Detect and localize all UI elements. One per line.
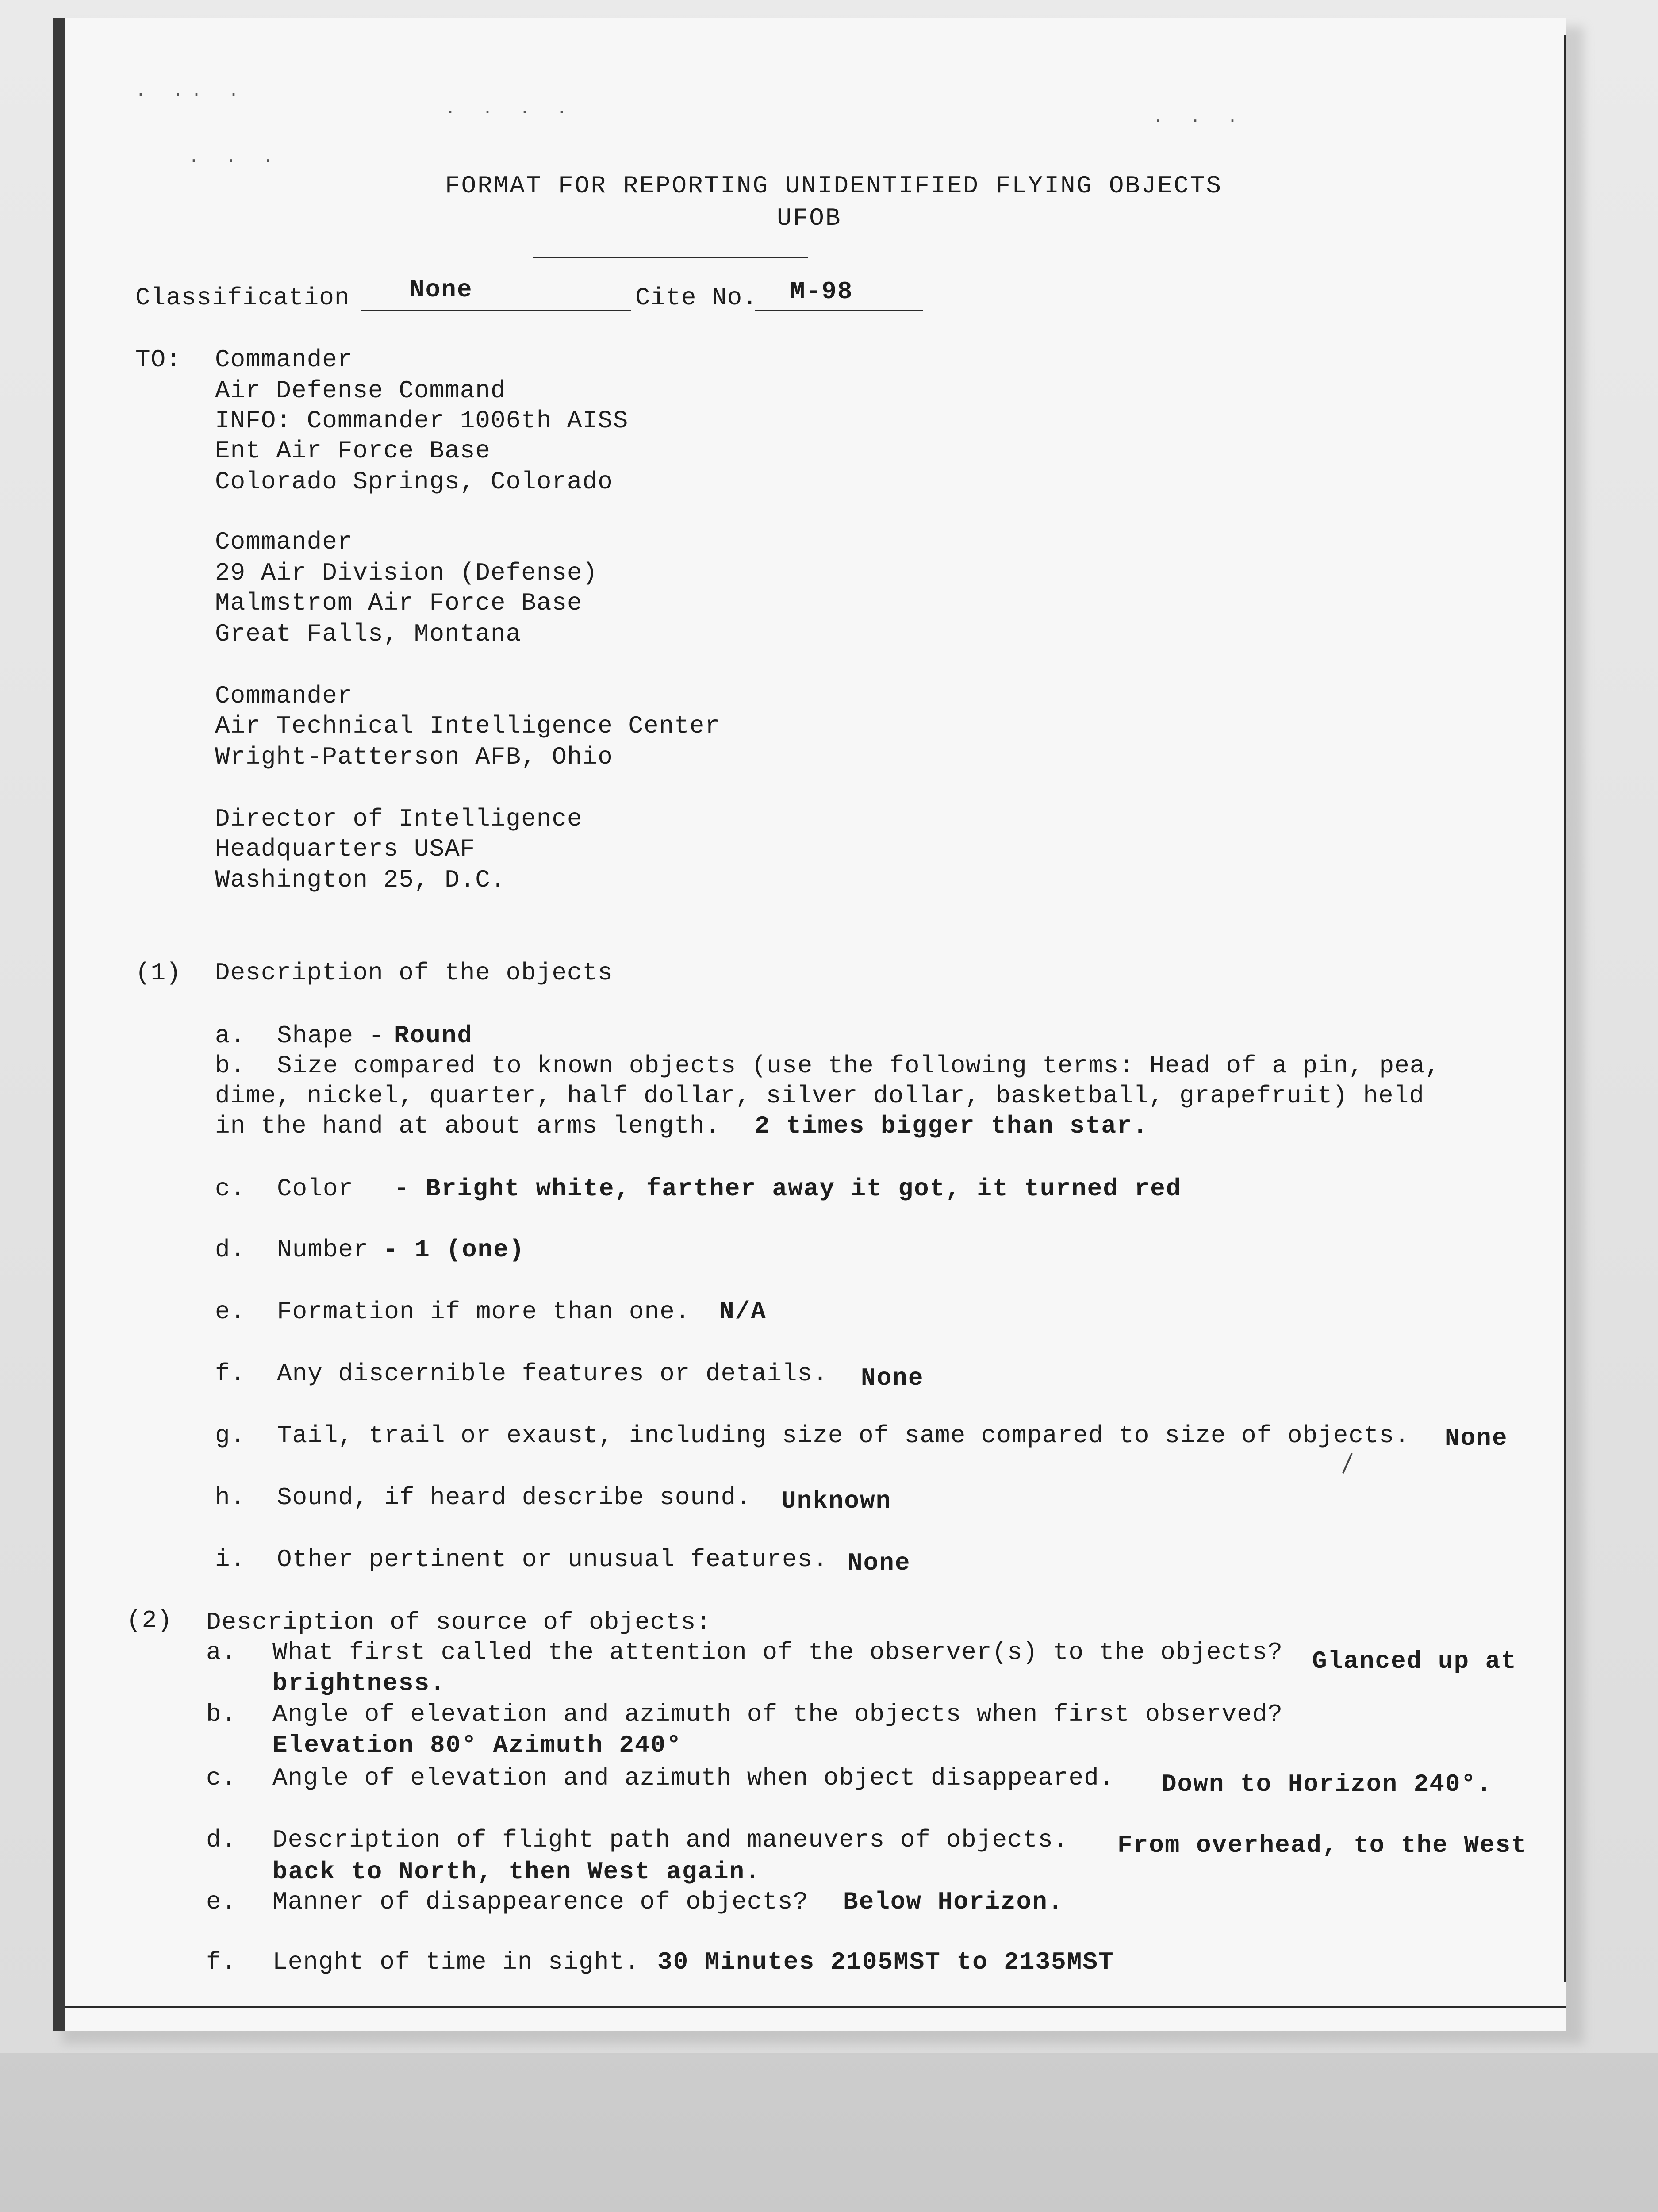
item-letter: c. bbox=[206, 1764, 237, 1792]
address-line: Malmstrom Air Force Base bbox=[215, 589, 583, 617]
item-label: Angle of elevation and azimuth of the objects when first observed? bbox=[272, 1700, 1283, 1728]
pencil-mark bbox=[1339, 1451, 1356, 1478]
address-line: Commander bbox=[215, 528, 353, 556]
page-frame-right bbox=[1564, 35, 1566, 1982]
section-2-number: (2) bbox=[127, 1606, 173, 1635]
classification-label: Classification bbox=[135, 284, 350, 312]
item-letter: a. bbox=[215, 1022, 246, 1050]
item-letter: d. bbox=[206, 1826, 237, 1854]
section-2-heading: Description of source of objects: bbox=[206, 1608, 711, 1636]
section-1-heading: Description of the objects bbox=[215, 959, 613, 987]
address-line: 29 Air Division (Defense) bbox=[215, 559, 598, 587]
item-answer: 30 Minutes 2105MST to 2135MST bbox=[657, 1948, 1114, 1976]
item-label: Angle of elevation and azimuth when object disappeared. bbox=[272, 1764, 1115, 1792]
document-content bbox=[100, 18, 1560, 2026]
scan-specks: · ·· · bbox=[135, 85, 247, 105]
item-answer: 2 times bigger than star. bbox=[755, 1112, 1149, 1140]
item-label: What first called the attention of the observer(s) to the objects? bbox=[272, 1638, 1283, 1667]
address-line: INFO: Commander 1006th AISS bbox=[215, 407, 629, 435]
item-answer: None bbox=[861, 1364, 924, 1392]
item-answer: None bbox=[1445, 1424, 1508, 1452]
item-label: Formation if more than one. bbox=[277, 1298, 691, 1326]
item-answer-continued: brightness. bbox=[272, 1669, 446, 1697]
item-letter: f. bbox=[215, 1359, 246, 1388]
item-letter: a. bbox=[206, 1638, 237, 1667]
item-label: Size compared to known objects (use the following terms: Head of a pin, pea, bbox=[277, 1052, 1441, 1080]
section-1-number: (1) bbox=[135, 959, 181, 987]
address-line: Great Falls, Montana bbox=[215, 620, 522, 648]
item-answer: Round bbox=[394, 1022, 473, 1050]
address-line: Headquarters USAF bbox=[215, 835, 476, 863]
item-letter: c. bbox=[215, 1175, 246, 1203]
item-label: Manner of disappearence of objects? bbox=[272, 1888, 809, 1916]
address-line: Colorado Springs, Colorado bbox=[215, 468, 613, 496]
cite-underline bbox=[755, 310, 923, 311]
item-letter: e. bbox=[206, 1888, 237, 1916]
item-label: Sound, if heard describe sound. bbox=[277, 1483, 752, 1512]
item-letter: b. bbox=[206, 1700, 237, 1728]
classification-value: None bbox=[410, 276, 473, 304]
address-line: Air Technical Intelligence Center bbox=[215, 712, 720, 740]
item-answer: N/A bbox=[719, 1298, 767, 1326]
item-letter: g. bbox=[215, 1421, 246, 1450]
item-label: in the hand at about arms length. bbox=[215, 1112, 720, 1140]
document-page bbox=[53, 18, 1566, 2031]
item-answer: Unknown bbox=[781, 1487, 892, 1515]
form-subtitle: UFOB bbox=[777, 204, 842, 232]
cite-value: M-98 bbox=[790, 277, 853, 306]
item-letter: e. bbox=[215, 1298, 246, 1326]
address-line: Air Defense Command bbox=[215, 376, 506, 405]
item-letter: d. bbox=[215, 1236, 246, 1264]
background-bottom bbox=[0, 2053, 1658, 2212]
address-line: Commander bbox=[215, 346, 353, 374]
item-answer: - 1 (one) bbox=[383, 1236, 525, 1264]
item-letter: b. bbox=[215, 1052, 246, 1080]
item-answer: Below Horizon. bbox=[843, 1888, 1064, 1916]
item-label: Color bbox=[277, 1175, 354, 1203]
item-answer-continued: back to North, then West again. bbox=[272, 1858, 761, 1886]
item-label: Shape - bbox=[277, 1022, 384, 1050]
cite-label: Cite No. bbox=[635, 284, 758, 312]
scan-specks: · · · bbox=[1153, 111, 1246, 131]
form-title: FORMAT FOR REPORTING UNIDENTIFIED FLYING OBJECTS bbox=[445, 172, 1223, 200]
item-label: Any discernible features or details. bbox=[277, 1359, 828, 1388]
address-line: Wright-Patterson AFB, Ohio bbox=[215, 743, 613, 771]
scan-specks: · · · bbox=[188, 151, 282, 171]
item-letter: h. bbox=[215, 1483, 246, 1512]
item-answer: Glanced up at bbox=[1312, 1647, 1517, 1675]
item-answer: - Bright white, farther away it got, it turned red bbox=[394, 1175, 1182, 1203]
address-line: Director of Intelligence bbox=[215, 805, 583, 833]
item-label: Lenght of time in sight. bbox=[272, 1948, 640, 1976]
item-letter: i. bbox=[215, 1545, 246, 1574]
item-label: dime, nickel, quarter, half dollar, silver dollar, basketball, grapefruit) held bbox=[215, 1082, 1424, 1110]
item-label: Other pertinent or unusual features. bbox=[277, 1545, 828, 1574]
item-label: Description of flight path and maneuvers of objects. bbox=[272, 1826, 1069, 1854]
to-label: TO: bbox=[135, 346, 181, 374]
classification-underline bbox=[361, 310, 631, 311]
item-label: Tail, trail or exaust, including size of same compared to size of objects. bbox=[277, 1421, 1410, 1450]
item-label: Number bbox=[277, 1236, 369, 1264]
item-answer: Elevation 80° Azimuth 240° bbox=[272, 1731, 682, 1759]
title-underline bbox=[533, 257, 808, 258]
address-line: Commander bbox=[215, 682, 353, 710]
address-line: Ent Air Force Base bbox=[215, 437, 491, 465]
item-answer: From overhead, to the West bbox=[1117, 1831, 1527, 1859]
item-answer: None bbox=[848, 1549, 911, 1577]
item-answer: Down to Horizon 240°. bbox=[1162, 1770, 1493, 1798]
item-letter: f. bbox=[206, 1948, 237, 1976]
address-line: Washington 25, D.C. bbox=[215, 866, 506, 894]
scan-specks: · · · · bbox=[445, 103, 576, 123]
